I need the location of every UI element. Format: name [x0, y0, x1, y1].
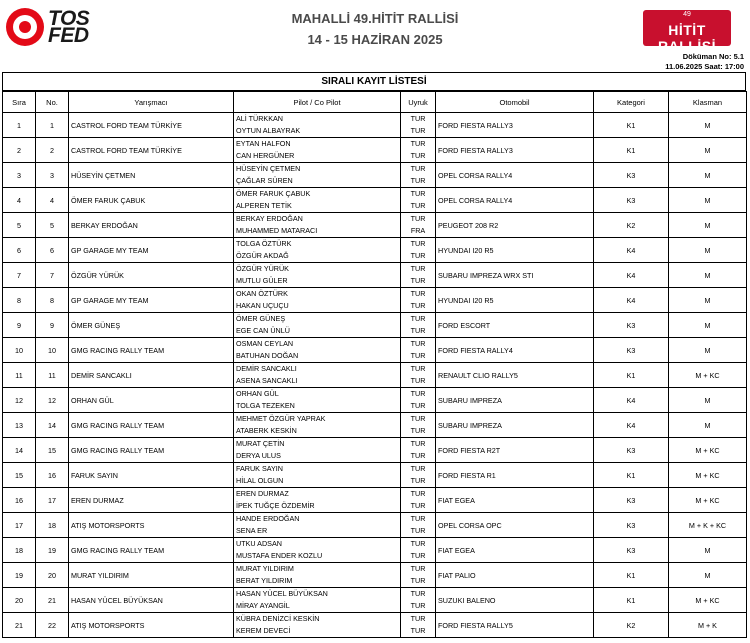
copilot-name: MUSTAFA ENDER KOZLU	[236, 551, 323, 560]
cell-class: M	[669, 213, 747, 238]
pilot-name: HASAN YÜCEL BÜYÜKSAN	[236, 589, 328, 598]
document-date: 11.06.2025 Saat: 17:00	[665, 62, 744, 71]
cell-class: M + K + KC	[669, 513, 747, 538]
entry-table	[2, 91, 747, 638]
cell-no: 1	[36, 113, 69, 138]
copilot-nationality: TUR	[410, 526, 426, 535]
pilot-name: ORHAN GÜL	[236, 389, 279, 398]
cell-car: SUBARU IMPREZA	[436, 388, 594, 413]
event-dates: 14 - 15 HAZİRAN 2025	[307, 32, 443, 47]
cell-category: K1	[594, 363, 669, 388]
cell-nationality	[401, 413, 436, 438]
cell-car: SUBARU IMPREZA WRX STI	[436, 263, 594, 288]
cell-nationality	[401, 363, 436, 388]
cell-no: 17	[36, 488, 69, 513]
cell-pilots	[234, 388, 401, 413]
copilot-nationality: TUR	[410, 126, 426, 135]
cell-car: FIAT PALIO	[436, 563, 594, 588]
copilot-nationality: TUR	[410, 326, 426, 335]
cell-pilots	[234, 488, 401, 513]
cell-competitor: HASAN YÜCEL BÜYÜKSAN	[69, 588, 234, 613]
pilot-name: ÖMER GÜNEŞ	[236, 314, 286, 323]
pilot-nationality: TUR	[410, 114, 426, 123]
cell-no: 6	[36, 238, 69, 263]
cell-car: FORD FIESTA RALLY3	[436, 138, 594, 163]
cell-competitor: ATIŞ MOTORSPORTS	[69, 513, 234, 538]
col-header-pilot: Pilot / Co Pilot	[234, 92, 401, 113]
copilot-name: CAN HERGÜNER	[236, 151, 295, 160]
pilot-nationality: TUR	[410, 439, 426, 448]
cell-nationality	[401, 263, 436, 288]
copilot-name: HİLAL OLGUN	[236, 476, 284, 485]
cell-class: M	[669, 188, 747, 213]
cell-car: FORD FIESTA RALLY3	[436, 113, 594, 138]
cell-sira: 2	[3, 138, 36, 163]
cell-nationality	[401, 238, 436, 263]
document-titles	[0, 7, 750, 49]
pilot-name: ÖMER FARUK ÇABUK	[236, 189, 311, 198]
copilot-nationality: TUR	[410, 501, 426, 510]
col-header-class: Klasman	[669, 92, 747, 113]
cell-class: M	[669, 238, 747, 263]
cell-car: HYUNDAI I20 R5	[436, 288, 594, 313]
cell-category: K1	[594, 563, 669, 588]
col-header-no: No.	[36, 92, 69, 113]
cell-category: K3	[594, 538, 669, 563]
cell-no: 12	[36, 388, 69, 413]
cell-car: HYUNDAI I20 R5	[436, 238, 594, 263]
pilot-name: HÜSEYİN ÇETMEN	[236, 164, 301, 173]
pilot-nationality: TUR	[410, 489, 426, 498]
cell-sira: 1	[3, 113, 36, 138]
cell-car: FORD FIESTA R1	[436, 463, 594, 488]
cell-no: 10	[36, 338, 69, 363]
copilot-name: BERAT YILDIRIM	[236, 576, 293, 585]
pilot-name: UTKU ADSAN	[236, 539, 282, 548]
pilot-nationality: TUR	[410, 314, 426, 323]
cell-category: K4	[594, 288, 669, 313]
cell-sira: 19	[3, 563, 36, 588]
cell-nationality	[401, 438, 436, 463]
cell-category: K2	[594, 613, 669, 638]
cell-class: M + KC	[669, 463, 747, 488]
cell-category: K4	[594, 413, 669, 438]
cell-category: K3	[594, 188, 669, 213]
copilot-name: ASENA SANCAKLI	[236, 376, 298, 385]
pilot-nationality: TUR	[410, 189, 426, 198]
list-title: SIRALI KAYIT LİSTESİ	[2, 72, 746, 91]
cell-category: K1	[594, 113, 669, 138]
cell-pilots	[234, 238, 401, 263]
cell-nationality	[401, 313, 436, 338]
cell-car: OPEL CORSA RALLY4	[436, 188, 594, 213]
table-header-row	[3, 92, 747, 113]
cell-category: K3	[594, 313, 669, 338]
table-row	[3, 263, 747, 288]
pilot-nationality: TUR	[410, 614, 426, 623]
pilot-name: BERKAY ERDOĞAN	[236, 214, 303, 223]
cell-class: M	[669, 288, 747, 313]
cell-category: K2	[594, 213, 669, 238]
copilot-name: ALPEREN TETİK	[236, 201, 292, 210]
cell-pilots	[234, 538, 401, 563]
cell-competitor: FARUK SAYIN	[69, 463, 234, 488]
cell-competitor: CASTROL FORD TEAM TÜRKİYE	[69, 113, 234, 138]
cell-nationality	[401, 613, 436, 638]
copilot-nationality: FRA	[410, 226, 426, 235]
pilot-name: MURAT YILDIRIM	[236, 564, 294, 573]
cell-nationality	[401, 113, 436, 138]
pilot-nationality: TUR	[410, 214, 426, 223]
cell-competitor: CASTROL FORD TEAM TÜRKİYE	[69, 138, 234, 163]
cell-competitor: GMG RACING RALLY TEAM	[69, 338, 234, 363]
copilot-name: ÖZGÜR AKDAĞ	[236, 251, 289, 260]
cell-sira: 18	[3, 538, 36, 563]
cell-pilots	[234, 363, 401, 388]
cell-car: OPEL CORSA OPC	[436, 513, 594, 538]
copilot-name: ATABERK KESKİN	[236, 426, 297, 435]
pilot-name: ALİ TÜRKKAN	[236, 114, 283, 123]
pilot-nationality: TUR	[410, 514, 426, 523]
cell-category: K1	[594, 588, 669, 613]
table-row	[3, 563, 747, 588]
cell-nationality	[401, 188, 436, 213]
cell-no: 3	[36, 163, 69, 188]
cell-category: K4	[594, 388, 669, 413]
copilot-name: TOLGA TEZEKEN	[236, 401, 295, 410]
cell-no: 2	[36, 138, 69, 163]
cell-class: M	[669, 338, 747, 363]
cell-competitor: HÜSEYİN ÇETMEN	[69, 163, 234, 188]
copilot-nationality: TUR	[410, 351, 426, 360]
pilot-name: TOLGA ÖZTÜRK	[236, 239, 292, 248]
pilot-nationality: TUR	[410, 289, 426, 298]
col-header-sira: Sıra	[3, 92, 36, 113]
cell-category: K3	[594, 488, 669, 513]
table-row	[3, 613, 747, 638]
cell-no: 4	[36, 188, 69, 213]
cell-car: FORD FIESTA RALLY5	[436, 613, 594, 638]
cell-competitor: GMG RACING RALLY TEAM	[69, 538, 234, 563]
cell-sira: 5	[3, 213, 36, 238]
cell-nationality	[401, 513, 436, 538]
cell-pilots	[234, 113, 401, 138]
cell-competitor: GP GARAGE MY TEAM	[69, 288, 234, 313]
cell-competitor: ORHAN GÜL	[69, 388, 234, 413]
entry-list	[2, 72, 746, 638]
cell-class: M	[669, 563, 747, 588]
cell-sira: 21	[3, 613, 36, 638]
copilot-nationality: TUR	[410, 451, 426, 460]
cell-category: K3	[594, 338, 669, 363]
copilot-nationality: TUR	[410, 576, 426, 585]
cell-competitor: BERKAY ERDOĞAN	[69, 213, 234, 238]
cell-pilots	[234, 613, 401, 638]
pilot-nationality: TUR	[410, 139, 426, 148]
col-header-competitor: Yarışmacı	[69, 92, 234, 113]
cell-car: OPEL CORSA RALLY4	[436, 163, 594, 188]
table-row	[3, 213, 747, 238]
cell-category: K4	[594, 238, 669, 263]
cell-category: K3	[594, 438, 669, 463]
cell-category: K3	[594, 163, 669, 188]
cell-competitor: ÖMER FARUK ÇABUK	[69, 188, 234, 213]
cell-car: FORD FIESTA RALLY4	[436, 338, 594, 363]
cell-car: PEUGEOT 208 R2	[436, 213, 594, 238]
cell-pilots	[234, 413, 401, 438]
cell-nationality	[401, 388, 436, 413]
cell-nationality	[401, 588, 436, 613]
cell-competitor: ATIŞ MOTORSPORTS	[69, 613, 234, 638]
cell-no: 5	[36, 213, 69, 238]
cell-class: M	[669, 138, 747, 163]
col-header-category: Kategori	[594, 92, 669, 113]
pilot-name: FARUK SAYIN	[236, 464, 283, 473]
table-row	[3, 463, 747, 488]
cell-pilots	[234, 338, 401, 363]
cell-sira: 17	[3, 513, 36, 538]
cell-nationality	[401, 288, 436, 313]
copilot-name: MUHAMMED MATARACI	[236, 226, 318, 235]
copilot-nationality: TUR	[410, 376, 426, 385]
copilot-name: SENA ER	[236, 526, 268, 535]
cell-car: FORD ESCORT	[436, 313, 594, 338]
copilot-nationality: TUR	[410, 426, 426, 435]
cell-nationality	[401, 138, 436, 163]
cell-pilots	[234, 163, 401, 188]
cell-pilots	[234, 563, 401, 588]
pilot-nationality: TUR	[410, 339, 426, 348]
table-row	[3, 538, 747, 563]
cell-competitor: GMG RACING RALLY TEAM	[69, 438, 234, 463]
pilot-nationality: TUR	[410, 589, 426, 598]
copilot-name: BATUHAN DOĞAN	[236, 351, 299, 360]
document-number: Döküman No: 5.1	[682, 52, 744, 61]
cell-no: 15	[36, 438, 69, 463]
table-row	[3, 188, 747, 213]
cell-sira: 6	[3, 238, 36, 263]
cell-no: 18	[36, 513, 69, 538]
document-info	[665, 52, 744, 72]
pilot-nationality: TUR	[410, 389, 426, 398]
cell-no: 9	[36, 313, 69, 338]
pilot-nationality: TUR	[410, 464, 426, 473]
pilot-nationality: TUR	[410, 264, 426, 273]
table-row	[3, 238, 747, 263]
pilot-name: ÖZGÜR YÜRÜK	[236, 264, 289, 273]
cell-pilots	[234, 138, 401, 163]
cell-car: SUZUKI BALENO	[436, 588, 594, 613]
event-title: MAHALLİ 49.HİTİT RALLİSİ	[291, 11, 459, 26]
cell-nationality	[401, 463, 436, 488]
copilot-name: MUTLU GÜLER	[236, 276, 288, 285]
cell-no: 20	[36, 563, 69, 588]
cell-sira: 11	[3, 363, 36, 388]
cell-competitor: EREN DURMAZ	[69, 488, 234, 513]
cell-car: FIAT EGEA	[436, 538, 594, 563]
cell-pilots	[234, 213, 401, 238]
cell-sira: 3	[3, 163, 36, 188]
cell-sira: 4	[3, 188, 36, 213]
copilot-name: DERYA ULUS	[236, 451, 281, 460]
cell-competitor: DEMİR SANCAKLI	[69, 363, 234, 388]
cell-sira: 7	[3, 263, 36, 288]
pilot-name: KÜBRA DENİZCİ KESKİN	[236, 614, 320, 623]
copilot-nationality: TUR	[410, 601, 426, 610]
pilot-name: MURAT ÇETİN	[236, 439, 285, 448]
cell-class: M + K	[669, 613, 747, 638]
cell-no: 14	[36, 413, 69, 438]
table-row	[3, 288, 747, 313]
cell-sira: 12	[3, 388, 36, 413]
cell-pilots	[234, 288, 401, 313]
cell-sira: 15	[3, 463, 36, 488]
cell-nationality	[401, 538, 436, 563]
copilot-name: KEREM DEVECİ	[236, 626, 291, 635]
cell-nationality	[401, 163, 436, 188]
cell-no: 21	[36, 588, 69, 613]
copilot-nationality: TUR	[410, 551, 426, 560]
col-header-nationality: Uyruk	[401, 92, 436, 113]
cell-sira: 14	[3, 438, 36, 463]
copilot-nationality: TUR	[410, 301, 426, 310]
copilot-nationality: TUR	[410, 401, 426, 410]
cell-class: M	[669, 113, 747, 138]
table-row	[3, 113, 747, 138]
table-row	[3, 438, 747, 463]
cell-no: 16	[36, 463, 69, 488]
cell-class: M	[669, 413, 747, 438]
cell-class: M	[669, 263, 747, 288]
cell-sira: 13	[3, 413, 36, 438]
cell-pilots	[234, 188, 401, 213]
cell-car: SUBARU IMPREZA	[436, 413, 594, 438]
pilot-name: DEMİR SANCAKLI	[236, 364, 297, 373]
cell-sira: 20	[3, 588, 36, 613]
cell-category: K3	[594, 513, 669, 538]
pilot-name: OKAN ÖZTÜRK	[236, 289, 288, 298]
pilot-name: HANDE ERDOĞAN	[236, 514, 300, 523]
cell-pilots	[234, 313, 401, 338]
copilot-nationality: TUR	[410, 251, 426, 260]
cell-competitor: GP GARAGE MY TEAM	[69, 238, 234, 263]
copilot-nationality: TUR	[410, 176, 426, 185]
cell-nationality	[401, 213, 436, 238]
cell-sira: 16	[3, 488, 36, 513]
table-row	[3, 413, 747, 438]
table-row	[3, 513, 747, 538]
pilot-nationality: TUR	[410, 414, 426, 423]
cell-class: M + KC	[669, 438, 747, 463]
pilot-name: MEHMET ÖZGÜR YAPRAK	[236, 414, 326, 423]
cell-car: FORD FIESTA R2T	[436, 438, 594, 463]
tosfed-wordmark: TOS FED	[48, 7, 90, 47]
cell-class: M	[669, 388, 747, 413]
cell-competitor: ÖMER GÜNEŞ	[69, 313, 234, 338]
pilot-nationality: TUR	[410, 364, 426, 373]
cell-class: M + KC	[669, 588, 747, 613]
cell-competitor: ÖZGÜR YÜRÜK	[69, 263, 234, 288]
cell-pilots	[234, 438, 401, 463]
hitit-rallisi-logo: 49 HİTİT RALLİSİ	[643, 10, 731, 46]
copilot-nationality: TUR	[410, 201, 426, 210]
cell-class: M	[669, 163, 747, 188]
cell-no: 7	[36, 263, 69, 288]
cell-category: K1	[594, 138, 669, 163]
pilot-name: EREN DURMAZ	[236, 489, 289, 498]
copilot-nationality: TUR	[410, 151, 426, 160]
copilot-nationality: TUR	[410, 626, 426, 635]
table-row	[3, 363, 747, 388]
cell-no: 11	[36, 363, 69, 388]
copilot-name: OYTUN ALBAYRAK	[236, 126, 301, 135]
table-row	[3, 388, 747, 413]
table-row	[3, 163, 747, 188]
cell-class: M + KC	[669, 488, 747, 513]
cell-no: 22	[36, 613, 69, 638]
cell-pilots	[234, 513, 401, 538]
cell-nationality	[401, 563, 436, 588]
cell-car: FIAT EGEA	[436, 488, 594, 513]
cell-no: 8	[36, 288, 69, 313]
table-row	[3, 313, 747, 338]
cell-competitor: MURAT YILDIRIM	[69, 563, 234, 588]
col-header-car: Otomobil	[436, 92, 594, 113]
cell-category: K1	[594, 463, 669, 488]
copilot-name: ÇAĞLAR SÜREN	[236, 176, 293, 185]
table-row	[3, 138, 747, 163]
copilot-name: EGE CAN ÜNLÜ	[236, 326, 290, 335]
copilot-name: İPEK TUĞÇE ÖZDEMİR	[236, 501, 315, 510]
copilot-name: MİRAY AYANGİL	[236, 601, 290, 610]
cell-no: 19	[36, 538, 69, 563]
pilot-nationality: TUR	[410, 539, 426, 548]
cell-class: M + KC	[669, 363, 747, 388]
copilot-nationality: TUR	[410, 276, 426, 285]
copilot-nationality: TUR	[410, 476, 426, 485]
cell-class: M	[669, 538, 747, 563]
cell-nationality	[401, 488, 436, 513]
cell-sira: 10	[3, 338, 36, 363]
copilot-name: HAKAN UÇUÇU	[236, 301, 289, 310]
table-row	[3, 488, 747, 513]
cell-sira: 8	[3, 288, 36, 313]
cell-category: K4	[594, 263, 669, 288]
pilot-nationality: TUR	[410, 239, 426, 248]
table-row	[3, 338, 747, 363]
cell-car: RENAULT CLIO RALLY5	[436, 363, 594, 388]
pilot-nationality: TUR	[410, 164, 426, 173]
pilot-name: EYTAN HALFON	[236, 139, 291, 148]
cell-sira: 9	[3, 313, 36, 338]
cell-nationality	[401, 338, 436, 363]
cell-competitor: GMG RACING RALLY TEAM	[69, 413, 234, 438]
cell-pilots	[234, 588, 401, 613]
cell-pilots	[234, 263, 401, 288]
cell-pilots	[234, 463, 401, 488]
cell-class: M	[669, 313, 747, 338]
pilot-name: OSMAN CEYLAN	[236, 339, 294, 348]
table-row	[3, 588, 747, 613]
page-header	[0, 0, 750, 72]
pilot-nationality: TUR	[410, 564, 426, 573]
